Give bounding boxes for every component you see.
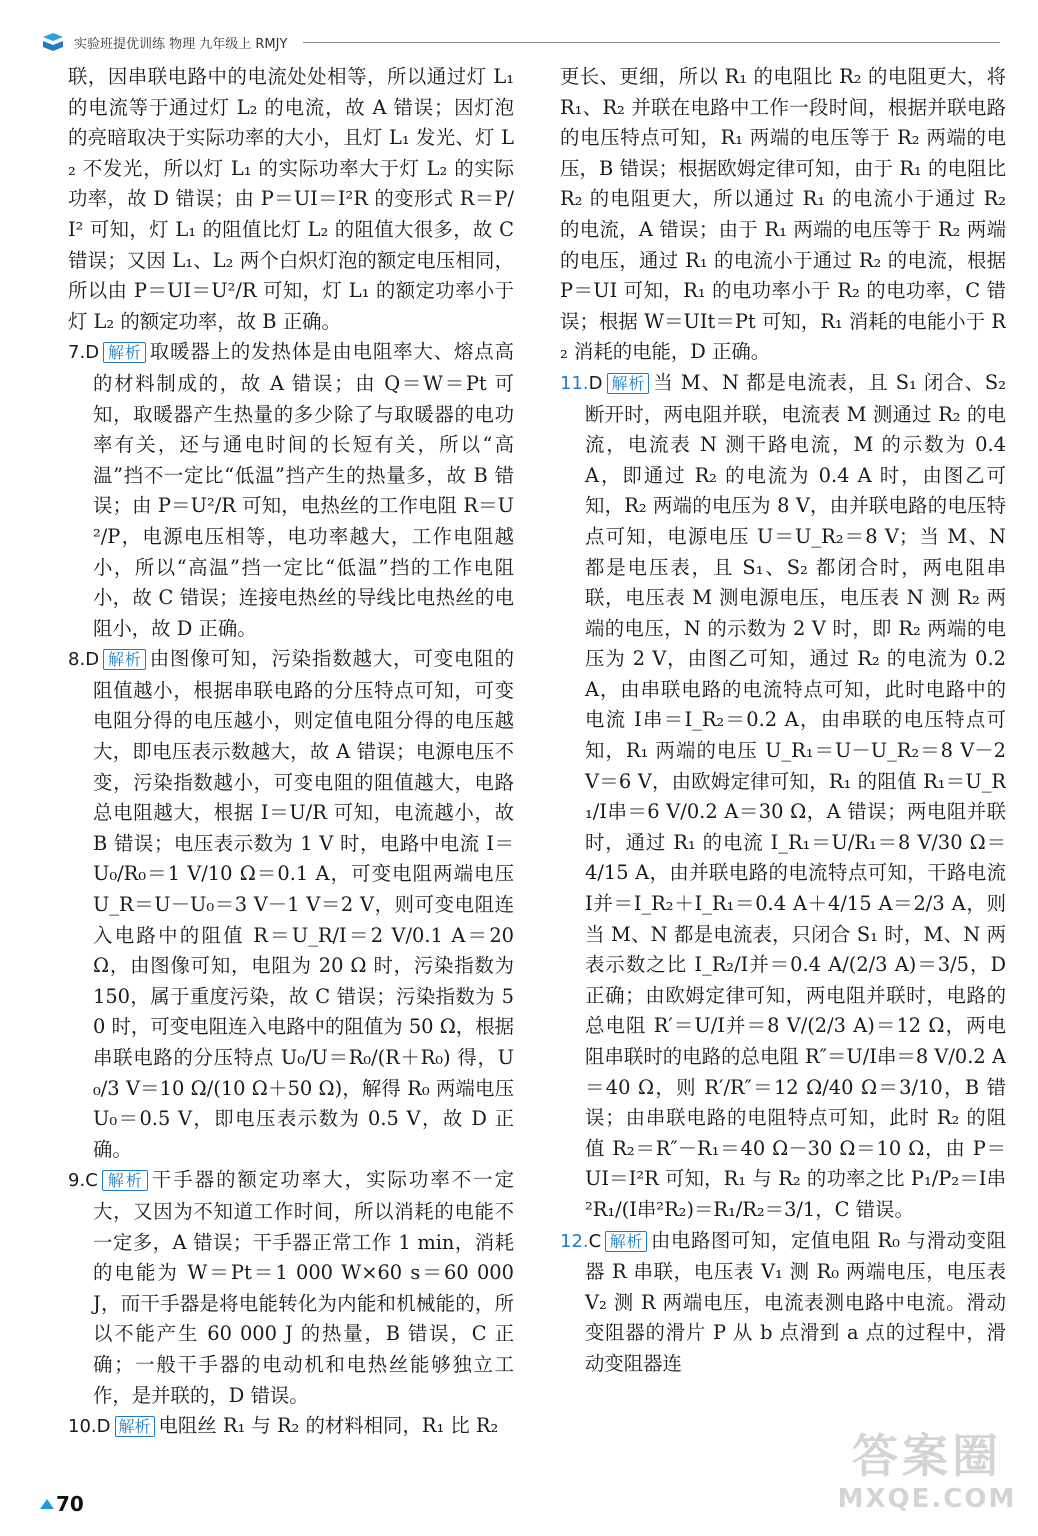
left-column bbox=[68, 62, 514, 1482]
book-logo-icon bbox=[40, 31, 66, 53]
analysis-tag: 解析 bbox=[607, 373, 650, 394]
header-title: 实验班提优训练 物理 九年级上 RMJY bbox=[74, 36, 288, 52]
solution-item-11: 11.D 解析 当 M、N 都是电流表，且 S₁ 闭合、S₂ 断开时，两电阻并联，电流表 M 测通过 R₂ 的电流，电流表 N 测干路电流，M 的示数为 0.4 A，即通过 R₂ 的电流为 0.4 A 时，由图乙可知，R₂ 两端的电压为 8 V，由并联电路的电压特点可知，电源电压 U＝U_R₂＝8 V；当 M、N 都是电压表，且 S₁、S₂ 都闭合时，两电阻串联，电压表 M 测电源电压，电压表 N 测 R₂ 两端的电压，N 的示数为 2 V 时，即 R₂ 两端的电压为 2 V，由图乙可知，通过 R₂ 的电流为 0.2 A，由串联电路的电流特点可知，此时电路中的电流 I串＝I_R₂＝0.2 A，由串联的电压特点可知，R₁ 两端的电压 U_R₁＝U－U_R₂＝8 V－2 V＝6 V，由欧姆定律可知，R₁ 的阻值 R₁＝U_R₁/I串＝6 V/0.2 A＝30 Ω，A 错误；两电阻并联时，通过 R₁ 的电流 I_R₁＝U/R₁＝8 V/30 Ω＝4/15 A，由并联电路的电流特点可知，干路电流 I并＝I_R₂＋I_R₁＝0.4 A＋4/15 A＝2/3 A，则当 M、N 都是电流表，只闭合 S₁ 时，M、N 两表示数之比 I_R₂/I并＝0.4 A/(2/3 A)＝3/5，D 正确；由欧姆定律可知，两电阻并联时，电路的总电阻 R′＝U/I并＝8 V/(2/3 A)＝12 Ω，两电阻串联时的电路的总电阻 R″＝U/I串＝8 V/0.2 A＝40 Ω，则 R′/R″＝12 Ω/40 Ω＝3/10，B 错误；由串联电路的电阻特点可知，此时 R₂ 的阻值 R₂＝R″－R₁＝40 Ω－30 Ω＝10 Ω，由 P＝UI＝I²R 可知，R₁ 与 R₂ 的功率之比 P₁/P₂＝I串²R₁/(I串²R₂)＝R₁/R₂＝3/1，C 错误。 bbox=[560, 370, 1006, 1221]
analysis-tag: 解析 bbox=[115, 1416, 155, 1437]
right-column bbox=[560, 62, 1006, 1482]
header-divider bbox=[303, 42, 1000, 43]
watermark bbox=[832, 1430, 1022, 1526]
watermark-logo: 答案圈 bbox=[852, 1429, 1002, 1483]
analysis-tag: 解析 bbox=[103, 649, 146, 670]
solution-item-12: 12.C 解析 由电路图可知，定值电阻 R₀ 与滑动变阻器 R 串联，电压表 V₁ 测 R₀ 两端电压，电压表 V₂ 测 R 两端电压，电流表测电路中电流。滑动变阻器的滑片 P 从 b 点滑到 a 点的过程中，滑动变阻器连 bbox=[560, 1228, 1006, 1375]
solution-continuation: 联，因串联电路中的电流处处相等，所以通过灯 L₁ 的电流等于通过灯 L₂ 的电流，故 A 错误；因灯泡的亮暗取决于实际功率的大小，且灯 L₁ 发光、灯 L₂ 不发光，所以灯 L₁ 的实际功率大于灯 L₂ 的实际功率，故 D 错误；由 P＝UI＝I²R 的变形式 R＝P/I² 可知，灯 L₁ 的阻值比灯 L₂ 的阻值大很多，故 C 错误；又因 L₁、L₂ 两个白炽灯泡的额定电压相同，所以由 P＝UI＝U²/R 可知，灯 L₁ 的额定功率小于灯 L₂ 的额定功率，故 B 正确。 bbox=[68, 65, 514, 333]
analysis-tag: 解析 bbox=[102, 1170, 148, 1191]
solution-continuation: 更长、更细，所以 R₁ 的电阻比 R₂ 的电阻更大，将 R₁、R₂ 并联在电路中工作一段时间，根据并联电路的电压特点可知，R₁ 两端的电压等于 R₂ 两端的电压，B 错误；根据欧姆定律可知，由于 R₁ 的电阻比 R₂ 的电阻更大，所以通过 R₁ 的电流小于通过 R₂ 的电流，A 错误；由于 R₁ 两端的电压等于 R₂ 两端的电压，通过 R₁ 的电流小于通过 R₂ 的电流，根据 P＝UI 可知，R₁ 的电功率小于 R₂ 的电功率，C 错误；根据 W＝UIt＝Pt 可知，R₁ 消耗的电能小于 R₂ 消耗的电能，D 正确。 bbox=[560, 65, 1006, 364]
analysis-tag: 解析 bbox=[103, 342, 146, 363]
watermark-url: MXQE.COM bbox=[837, 1484, 1017, 1514]
solution-item-10: 10.D 解析 电阻丝 R₁ 与 R₂ 的材料相同，R₁ 比 R₂ bbox=[68, 1414, 499, 1438]
page-arrow-icon bbox=[40, 1499, 54, 1509]
analysis-tag: 解析 bbox=[605, 1231, 647, 1252]
solution-item-7: 7.D 解析 取暖器上的发热体是由电阻率大、熔点高的材料制成的，故 A 错误；由 Q＝W＝Pt 可知，取暖器产生热量的多少除了与取暖器的电功率有关，还与通电时间的长短有关，所以“高温”挡不一定比“低温”挡产生的热量多，故 B 错误；由 P＝U²/R 可知，电热丝的工作电阻 R＝U²/P，电源电压相等，电功率越大，工作电阻越小，所以“高温”挡一定比“低温”挡的工作电阻小，故 C 错误；连接电热丝的导线比电热丝的电阻小，故 D 正确。 bbox=[68, 340, 514, 640]
page-number: 70 bbox=[40, 1490, 84, 1518]
page-header bbox=[40, 28, 1000, 56]
solution-item-8: 8.D 解析 由图像可知，污染指数越大，可变电阻的阻值越小，根据串联电路的分压特点可知，可变电阻分得的电压越小，则定值电阻分得的电压越大，即电压表示数越大，故 A 错误；电源电压不变，污染指数越小，可变电阻的阻值越大，电路总电阻越大，根据 I＝U/R 可知，电流越小，故 B 错误；电压表示数为 1 V 时，电路中电流 I＝U₀/R₀＝1 V/10 Ω＝0.1 A，可变电阻两端电压 U_R＝U－U₀＝3 V－1 V＝2 V，则可变电阻连入电路中的阻值 R＝U_R/I＝2 V/0.1 A＝20 Ω，由图像可知，电阻为 20 Ω 时，污染指数为 150，属于重度污染，故 C 错误；污染指数为 50 时，可变电阻连入电路中的阻值为 50 Ω，根据串联电路的分压特点 U₀/U＝R₀/(R＋R₀) 得，U₀/3 V＝10 Ω/(10 Ω＋50 Ω)，解得 R₀ 两端电压 U₀＝0.5 V，即电压表示数为 0.5 V，故 D 正确。 bbox=[68, 647, 514, 1161]
solution-item-9: 9.C 解析 干手器的额定功率大，实际功率不一定大，又因为不知道工作时间，所以消耗的电能不一定多，A 错误；干手器正常工作 1 min，消耗的电能为 W＝Pt＝1 000 W×60 s＝60 000 J，而干手器是将电能转化为内能和机械能的，所以不能产生 60 000 J 的热量，B 错误，C 正确；一般干手器的电动机和电热丝能够独立工作，是并联的，D 错误。 bbox=[68, 1168, 514, 1407]
